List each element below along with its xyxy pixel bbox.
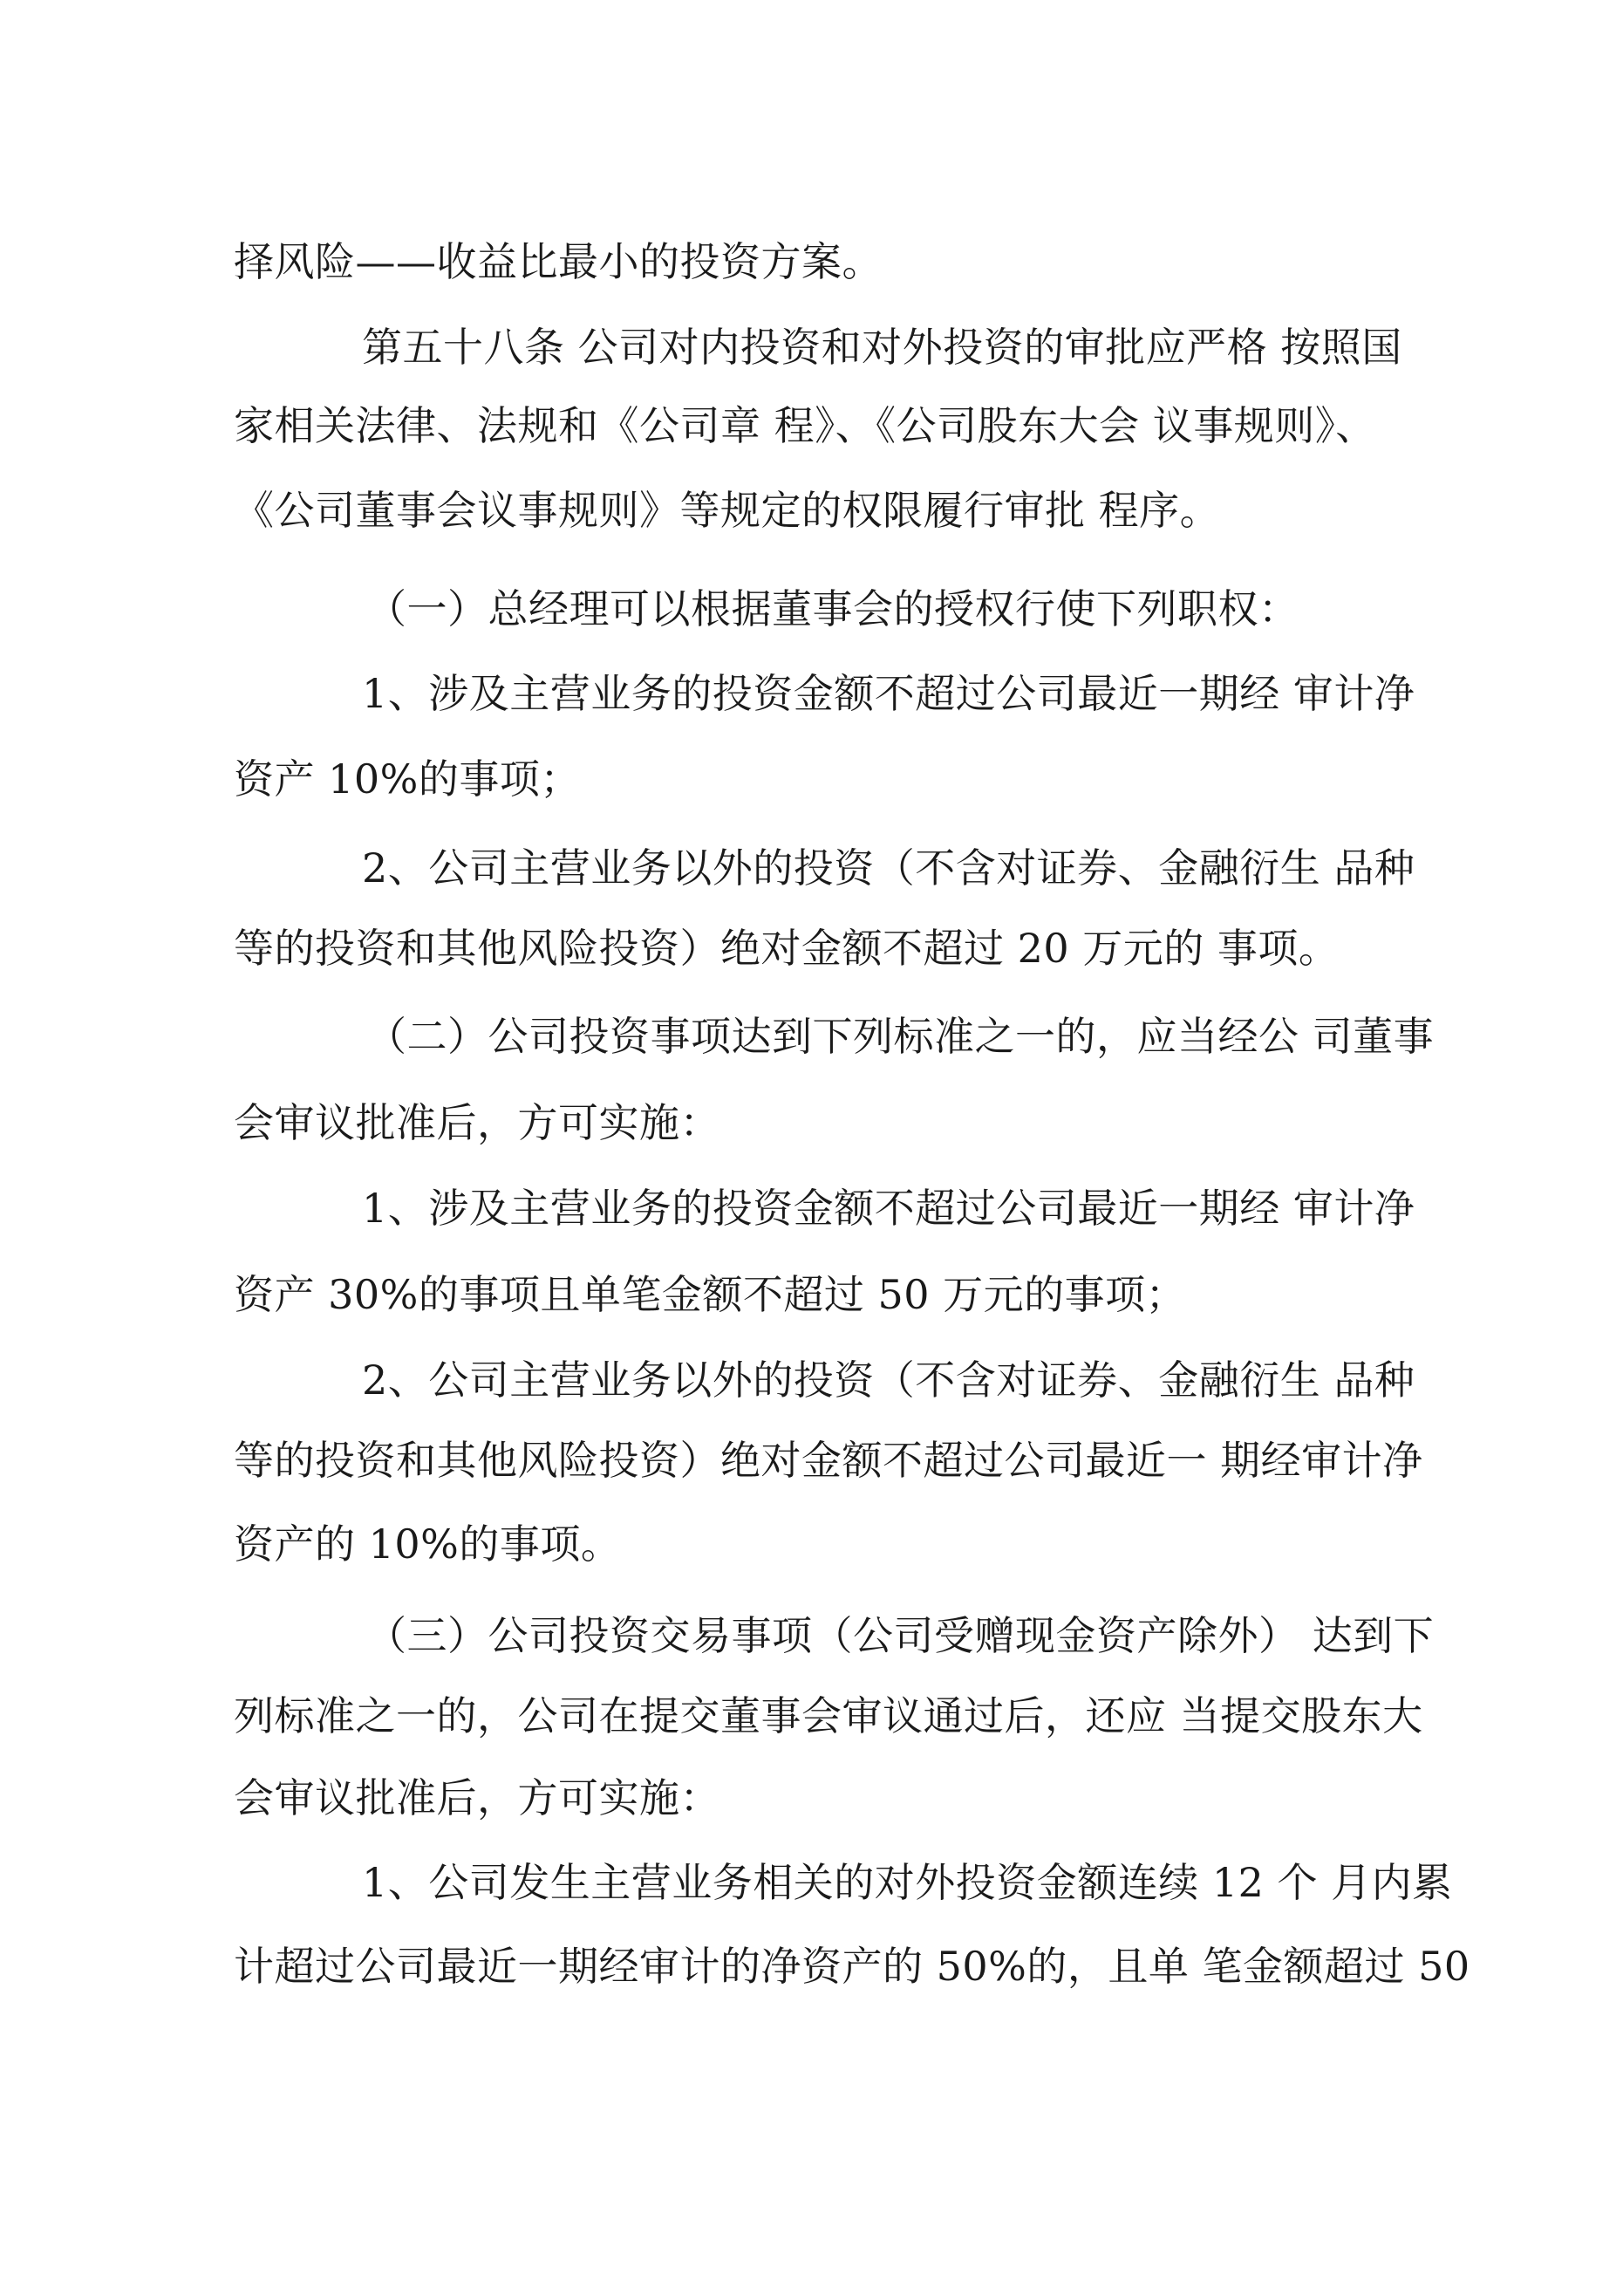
text-line-11: 会审议批准后，方可实施： [234, 1099, 720, 1146]
text-line-19: 会审议批准后，方可实施： [234, 1774, 720, 1821]
text-line-10: （二）公司投资事项达到下列标准之一的，应当经公 司董事 [366, 1013, 1435, 1060]
text-line-4: 《公司董事会议事规则》等规定的权限履行审批 程序。 [234, 487, 1221, 534]
text-line-16: 资产的 10%的事项。 [234, 1520, 622, 1568]
text-line-2: 第五十八条 公司对内投资和对外投资的审批应严格 按照国 [362, 324, 1402, 371]
text-line-21: 计超过公司最近一期经审计的净资产的 50%的，且单 笔金额超过 50 [234, 1943, 1470, 1990]
text-line-8: 2、公司主营业务以外的投资（不含对证券、金融衍生 品种 [362, 844, 1415, 892]
text-line-20: 1、公司发生主营业务相关的对外投资金额连续 12 个 月内累 [362, 1859, 1453, 1906]
text-line-5: （一）总经理可以根据董事会的授权行使下列职权： [366, 585, 1299, 632]
text-line-6: 1、涉及主营业务的投资金额不超过公司最近一期经 审计净 [362, 670, 1415, 717]
text-line-9: 等的投资和其他风险投资）绝对金额不超过 20 万元的 事项。 [234, 925, 1340, 972]
text-line-1: 择风险——收益比最小的投资方案。 [234, 238, 883, 285]
text-line-17: （三）公司投资交易事项（公司受赠现金资产除外） 达到下 [366, 1612, 1435, 1659]
text-line-14: 2、公司主营业务以外的投资（不含对证券、金融衍生 品种 [362, 1356, 1415, 1404]
text-line-12: 1、涉及主营业务的投资金额不超过公司最近一期经 审计净 [362, 1185, 1415, 1232]
text-line-18: 列标准之一的，公司在提交董事会审议通过后，还应 当提交股东大 [234, 1692, 1423, 1739]
text-line-3: 家相关法律、法规和《公司章 程》、《公司股东大会 议事规则》、 [234, 402, 1376, 449]
text-line-15: 等的投资和其他风险投资）绝对金额不超过公司最近一 期经审计净 [234, 1437, 1423, 1484]
text-line-13: 资产 30%的事项且单笔金额不超过 50 万元的事项； [234, 1271, 1187, 1318]
text-line-7: 资产 10%的事项； [234, 755, 581, 803]
